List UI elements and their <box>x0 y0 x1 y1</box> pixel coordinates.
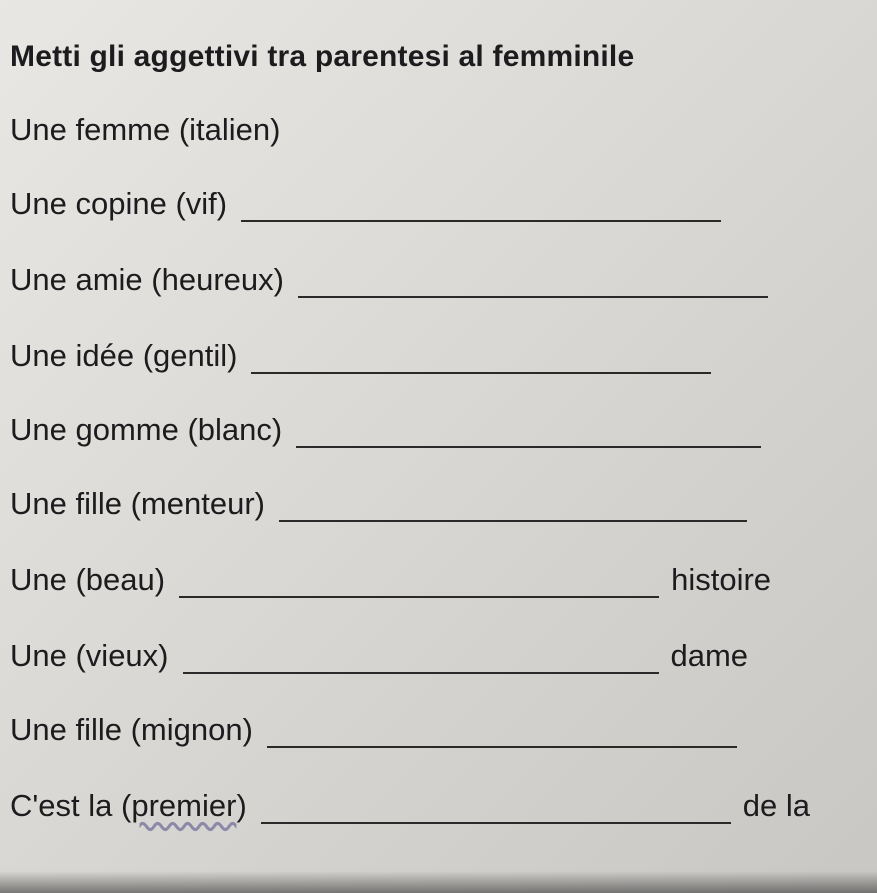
answer-blank[interactable] <box>296 416 761 448</box>
exercise-row-6 <box>10 486 747 522</box>
exercise-prompt: Une gomme (blanc) <box>10 412 283 447</box>
answer-blank[interactable] <box>241 190 721 222</box>
exercise-suffix: histoire <box>671 562 772 597</box>
exercise-suffix: de la <box>742 788 810 823</box>
answer-blank[interactable] <box>251 342 711 374</box>
exercise-row-3 <box>10 262 768 298</box>
exercise-prompt: Une copine (vif) <box>10 186 228 221</box>
exercise-row-10 <box>10 788 810 824</box>
exercise-row-4 <box>10 338 711 374</box>
answer-blank[interactable] <box>279 490 747 522</box>
answer-blank[interactable] <box>261 792 731 824</box>
exercise-row-5 <box>10 412 761 448</box>
prompt-prefix: C'est la ( <box>10 788 132 823</box>
exercise-row-2 <box>10 186 721 222</box>
exercise-row-9 <box>10 712 737 748</box>
answer-blank[interactable] <box>183 642 659 674</box>
exercise-title: Metti gli aggettivi tra parentesi al femminile <box>10 40 635 73</box>
spellcheck-word: premier <box>131 788 237 823</box>
exercise-prompt: Une (vieux) <box>10 638 169 673</box>
prompt-postfix: ) <box>236 788 247 823</box>
answer-blank[interactable] <box>298 266 768 298</box>
exercise-row-7 <box>10 562 771 598</box>
exercise-prompt: Une fille (menteur) <box>10 486 265 521</box>
exercise-prompt: Une amie (heureux) <box>10 262 284 297</box>
exercise-prompt: Une (beau) <box>10 562 166 597</box>
exercise-prompt: Une femme (italien) <box>10 112 281 147</box>
answer-blank[interactable] <box>179 566 659 598</box>
exercise-prompt: Une idée (gentil) <box>10 338 238 373</box>
photo-edge-shadow <box>0 871 877 893</box>
exercise-prompt <box>10 788 247 824</box>
exercise-suffix: dame <box>670 638 749 673</box>
exercise-prompt: Une fille (mignon) <box>10 712 253 747</box>
exercise-row-8 <box>10 638 748 674</box>
exercise-row-1 <box>10 112 280 148</box>
answer-blank[interactable] <box>267 716 737 748</box>
